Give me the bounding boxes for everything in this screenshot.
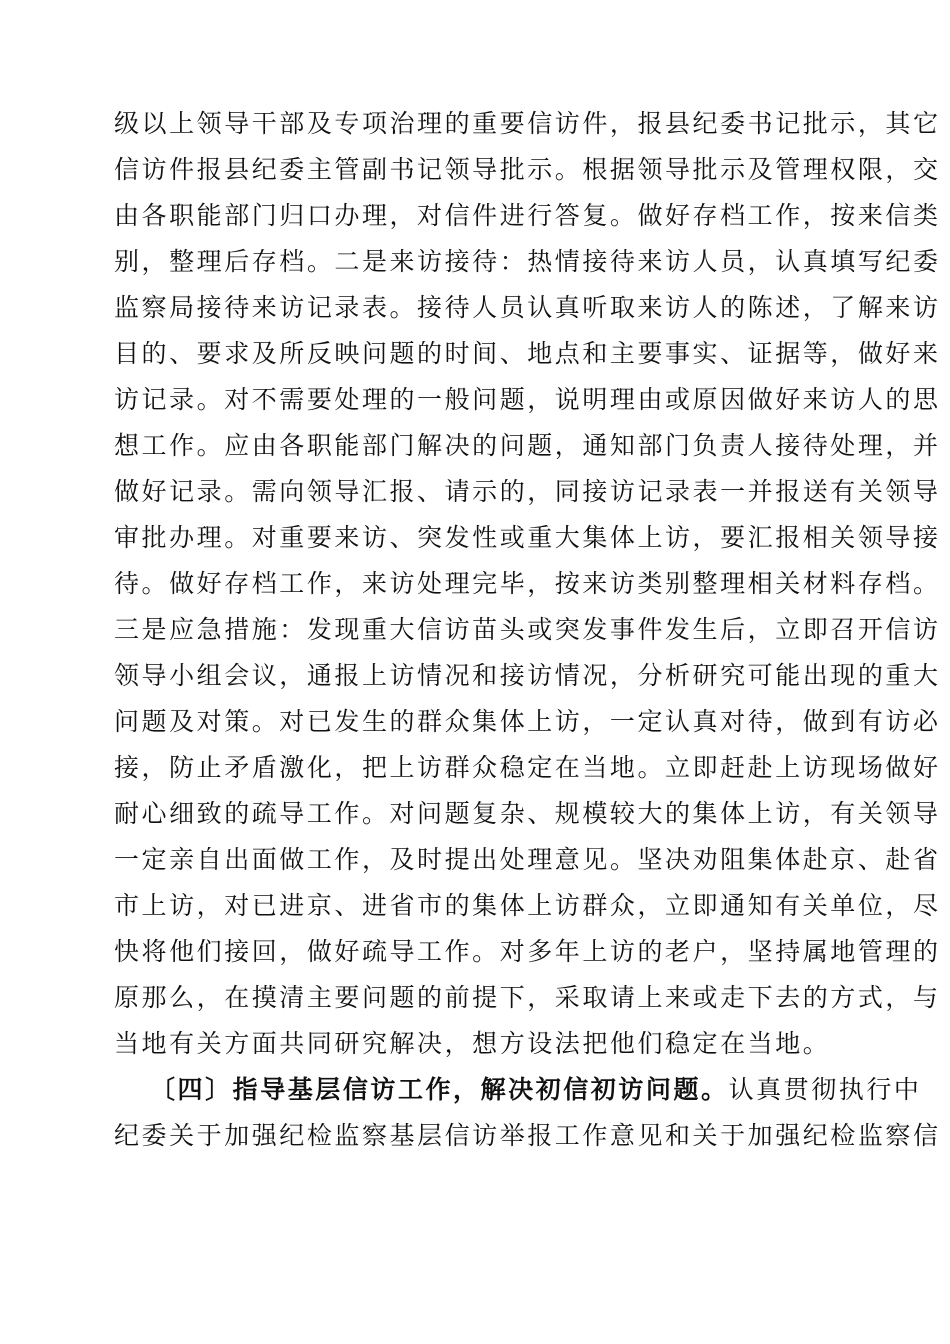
paragraph-line: 做好记录。需向领导汇报、请示的，同接访记录表一并报送有关领导 bbox=[114, 477, 941, 506]
paragraph-line: 访记录。对不需要处理的一般问题，说明理由或原因做好来访人的思 bbox=[114, 385, 941, 414]
section-4-first-line bbox=[114, 1067, 922, 1113]
paragraph-line: 由各职能部门归口办理，对信件进行答复。做好存档工作，按来信类 bbox=[114, 201, 941, 230]
paragraph-line: 纪委关于加强纪检监察基层信访举报工作意见和关于加强纪检监察信 bbox=[114, 1121, 941, 1150]
paragraph-line: 耐心细致的疏导工作。对问题复杂、规模较大的集体上访，有关领导 bbox=[114, 799, 941, 828]
paragraph-line: 快将他们接回，做好疏导工作。对多年上访的老户，坚持属地管理的 bbox=[114, 937, 941, 966]
paragraph-line: 监察局接待来访记录表。接待人员认真听取来访人的陈述，了解来访 bbox=[114, 293, 941, 322]
paragraph-line: 原那么，在摸清主要问题的前提下，采取请上来或走下去的方式，与 bbox=[114, 983, 941, 1012]
paragraph-line: 别，整理后存档。二是来访接待：热情接待来访人员，认真填写纪委 bbox=[114, 247, 941, 276]
section-4-heading: 〔四〕指导基层信访工作，解决初信初访问题。 bbox=[150, 1075, 729, 1104]
paragraph-line: 待。做好存档工作，来访处理完毕，按来访类别整理相关材料存档。 bbox=[114, 569, 941, 598]
paragraph-line: 审批办理。对重要来访、突发性或重大集体上访，要汇报相关领导接 bbox=[114, 523, 941, 552]
paragraph-line: 目的、要求及所反映问题的时间、地点和主要事实、证据等，做好来 bbox=[114, 339, 941, 368]
paragraph-line: 市上访，对已进京、进省市的集体上访群众，立即通知有关单位，尽 bbox=[114, 891, 941, 920]
section-4-text: 认真贯彻执行中 bbox=[728, 1075, 922, 1104]
paragraph-line: 级以上领导干部及专项治理的重要信访件，报县纪委书记批示，其它 bbox=[114, 109, 941, 138]
paragraph-line: 问题及对策。对已发生的群众集体上访，一定认真对待，做到有访必 bbox=[114, 707, 941, 736]
paragraph-line: 接，防止矛盾激化，把上访群众稳定在当地。立即赶赴上访现场做好 bbox=[114, 753, 941, 782]
paragraph-line: 想工作。应由各职能部门解决的问题，通知部门负责人接待处理，并 bbox=[114, 431, 941, 460]
paragraph-line: 信访件报县纪委主管副书记领导批示。根据领导批示及管理权限，交 bbox=[114, 155, 941, 184]
paragraph-line: 三是应急措施：发现重大信访苗头或突发事件发生后，立即召开信访 bbox=[114, 615, 941, 644]
body-text bbox=[114, 101, 941, 1159]
paragraph-line: 领导小组会议，通报上访情况和接访情况，分析研究可能出现的重大 bbox=[114, 661, 941, 690]
paragraph-line: 一定亲自出面做工作，及时提出处理意见。坚决劝阻集体赴京、赴省 bbox=[114, 845, 941, 874]
paragraph-line: 当地有关方面共同研究解决，想方设法把他们稳定在当地。 bbox=[114, 1029, 831, 1058]
